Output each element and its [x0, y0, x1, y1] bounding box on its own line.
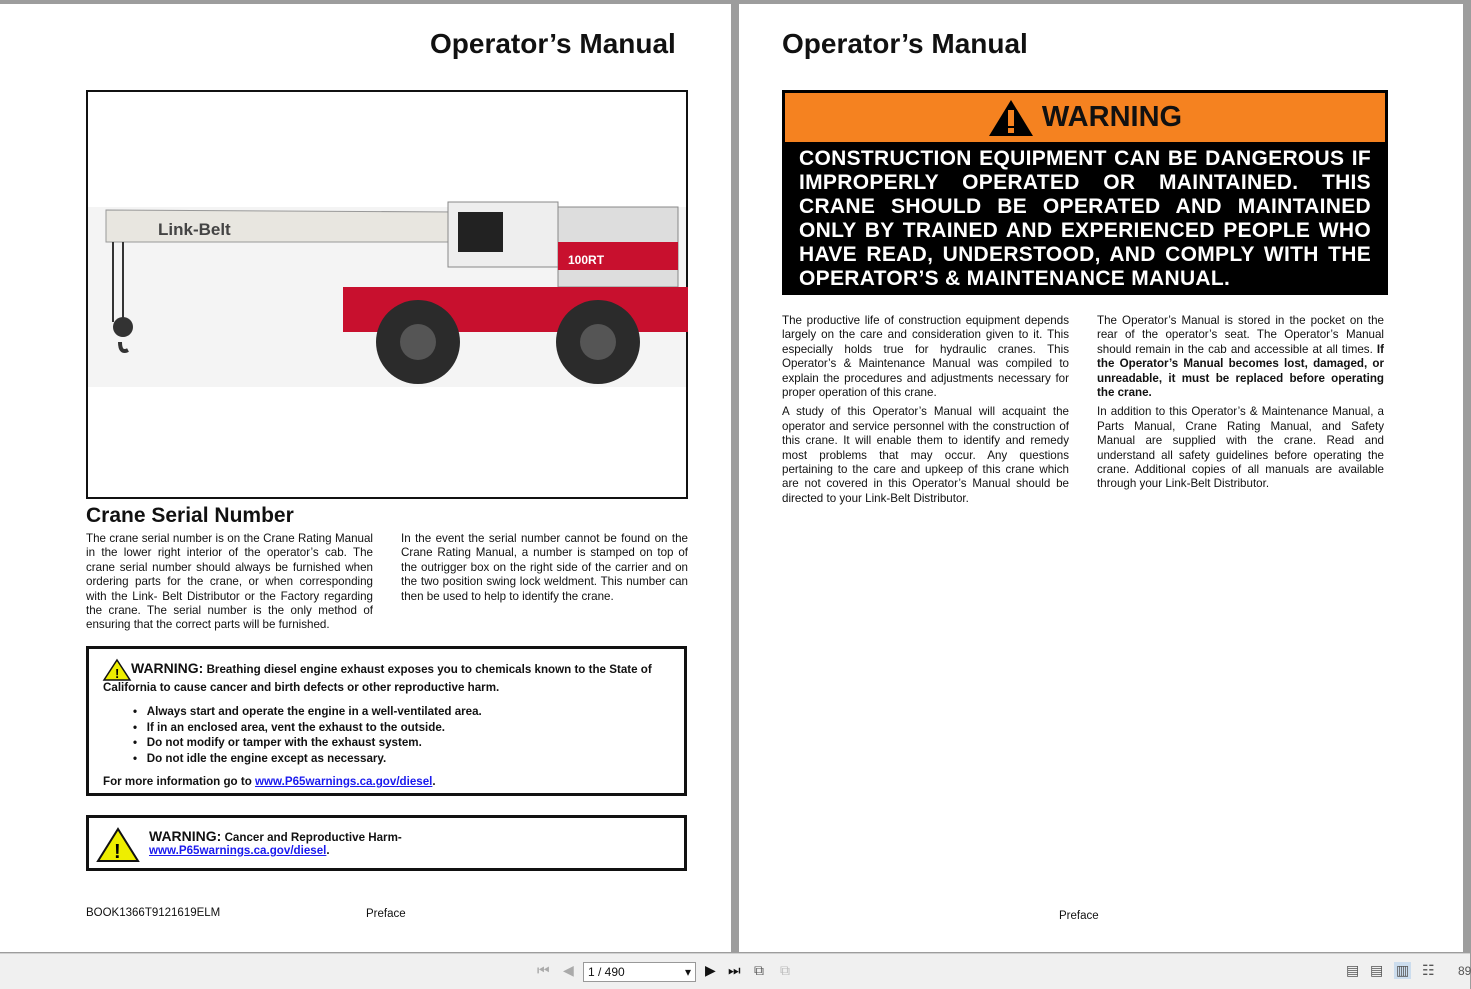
bullet-item: • Always start and operate the engine in a well-ventilated area. [133, 705, 482, 718]
page-left [0, 4, 731, 952]
book-id: BOOK1366T9121619ELM [86, 907, 221, 919]
next-page-icon[interactable]: ▶ [705, 962, 716, 978]
first-page-icon[interactable]: ⏮ [537, 962, 550, 978]
chevron-down-icon[interactable]: ▾ [684, 965, 691, 979]
warning-text: Cancer and Reproductive Harm- [224, 831, 402, 844]
model-label: 100RT [568, 253, 605, 267]
section-title: Crane Serial Number [86, 504, 294, 527]
bullet-item: • If in an enclosed area, vent the exhaust to the outside. [133, 720, 446, 734]
intro-col-1 [782, 314, 1069, 511]
danger-warning-box [782, 90, 1388, 295]
paragraph: In addition to this Operator’s & Maintenance Manual, a Parts Manual, Crane Rating Manual, and Safety Manual are supplied with the crane. Read and understand all safety guidelines before operating the crane. Additional copies of all manuals are available through your Link-Belt Distributor. [1097, 405, 1384, 491]
previous-view-icon[interactable]: ⧉ [754, 962, 764, 978]
prop65-warning-box: ! WARNING: Breathing diesel engine exhaust exposes you to chemicals known to the State of California to cause cancer and birth defects or other reproductive harm. • Always start and operate the engine in a well-ventilated area. • If in an enclosed area, vent the exhaust to the outside. • Do not modify or tamper with the exhaust system. • Do not idle the engine except as necessary. For more information go to www.P65warnings.ca.gov/diesel. [86, 646, 687, 796]
warning-label: WARNING: [149, 828, 222, 844]
serial-col-1: The crane serial number is on the Crane Rating Manual in the lower right interior of the operator’s cab. The crane serial number should always be furnished when ordering parts for the crane, or when corresponding with the Link- Belt Distributor or the Factory regarding the crane. The serial number is the only method of ensuring that the correct parts will be furnished. [86, 532, 373, 632]
prev-page-icon[interactable]: ◀ [563, 962, 574, 978]
p65-link[interactable]: www.P65warnings.ca.gov/diesel [149, 844, 327, 857]
footer-section: Preface [1059, 910, 1099, 922]
two-page-icon[interactable]: ▥ [1396, 962, 1410, 978]
warning-triangle-icon [97, 828, 139, 862]
warning-triangle-icon [988, 99, 1034, 137]
svg-text:!: ! [115, 666, 120, 681]
page-title: Operator’s Manual [430, 28, 676, 59]
bullet-item: • Do not modify or tamper with the exhaust system. [133, 736, 422, 749]
single-page-icon[interactable]: ▤ [1346, 962, 1360, 978]
serial-col-2: In the event the serial number cannot be found on the Crane Rating Manual, a number is stamped on top of the outrigger box on the right side of the carrier and on the two position swing lock weldment. This number can then be used to help to identify the crane. [401, 532, 688, 603]
cancer-warning-box: ! WARNING: Cancer and Reproductive Harm- www.P65warnings.ca.gov/diesel. [86, 815, 687, 871]
footer-section: Preface [366, 908, 406, 920]
paragraph: A study of this Operator’s Manual will acquaint the operator and service personnel with the construction of this crane. It will enable them to identify and remedy most problems that may occur. Any questions pertaining to the care and upkeep of this crane which are not covered in this Operator’s Manual should be directed to your Link-Belt Distributor. [782, 405, 1069, 505]
more-info-text: For more information go to [103, 775, 255, 788]
warning-label: WARNING: [131, 660, 204, 677]
brand-logo: Link-Belt [158, 220, 231, 239]
crane-photo [86, 90, 688, 499]
warning-triangle-icon [103, 659, 131, 681]
bullet-item: • Do not idle the engine except as necessary. [133, 751, 387, 765]
paragraph: The Operator’s Manual is stored in the pocket on the rear of the operator’s seat. The Operator’s Manual should remain in the cab and accessible at all times. If the Operator’s Manual becomes lost, damaged, or unreadable, it must be replaced before operating the crane. [1097, 314, 1384, 400]
warning-body: CONSTRUCTION EQUIPMENT CAN BE DANGEROUS IF IMPROPERLY OPERATED OR MAINTAINED. THIS CRANE SHOULD BE OPERATED AND MAINTAINED ONLY BY TRAINED AND EXPERIENCED PEOPLE WHO HAVE READ, UNDERSTOOD, AND COMPLY WITH THE OPERATOR’S & MAINTENANCE MANUAL. [799, 147, 1371, 290]
zoom-level[interactable]: 89 [1458, 964, 1471, 978]
last-page-icon[interactable]: ⏭ [728, 962, 741, 978]
paragraph: The productive life of construction equipment depends largely on the care and consideration given to it. This especially holds true for hydraulic cranes. This Operator’s & Maintenance Manual was compiled to explain the procedures and adjustments necessary for proper operation of this crane. [782, 314, 1069, 400]
svg-text:!: ! [114, 841, 121, 863]
warning-text: Breathing diesel engine exhaust exposes you to chemicals known to the State of California to cause cancer and birth defects or other reproductive harm. [103, 663, 652, 694]
intro-col-2 [1097, 314, 1384, 497]
two-page-continuous-icon[interactable]: ☷ [1422, 962, 1435, 978]
p65-link[interactable]: www.P65warnings.ca.gov/diesel [255, 775, 433, 788]
next-view-icon[interactable]: ⧉ [780, 962, 790, 978]
pdf-toolbar [0, 953, 1470, 989]
page-title: Operator’s Manual [782, 28, 1028, 59]
page-number-input[interactable]: 1 / 490 ▾ [583, 962, 696, 982]
continuous-icon[interactable]: ▤ [1370, 962, 1384, 978]
warning-heading: WARNING [1041, 101, 1183, 133]
